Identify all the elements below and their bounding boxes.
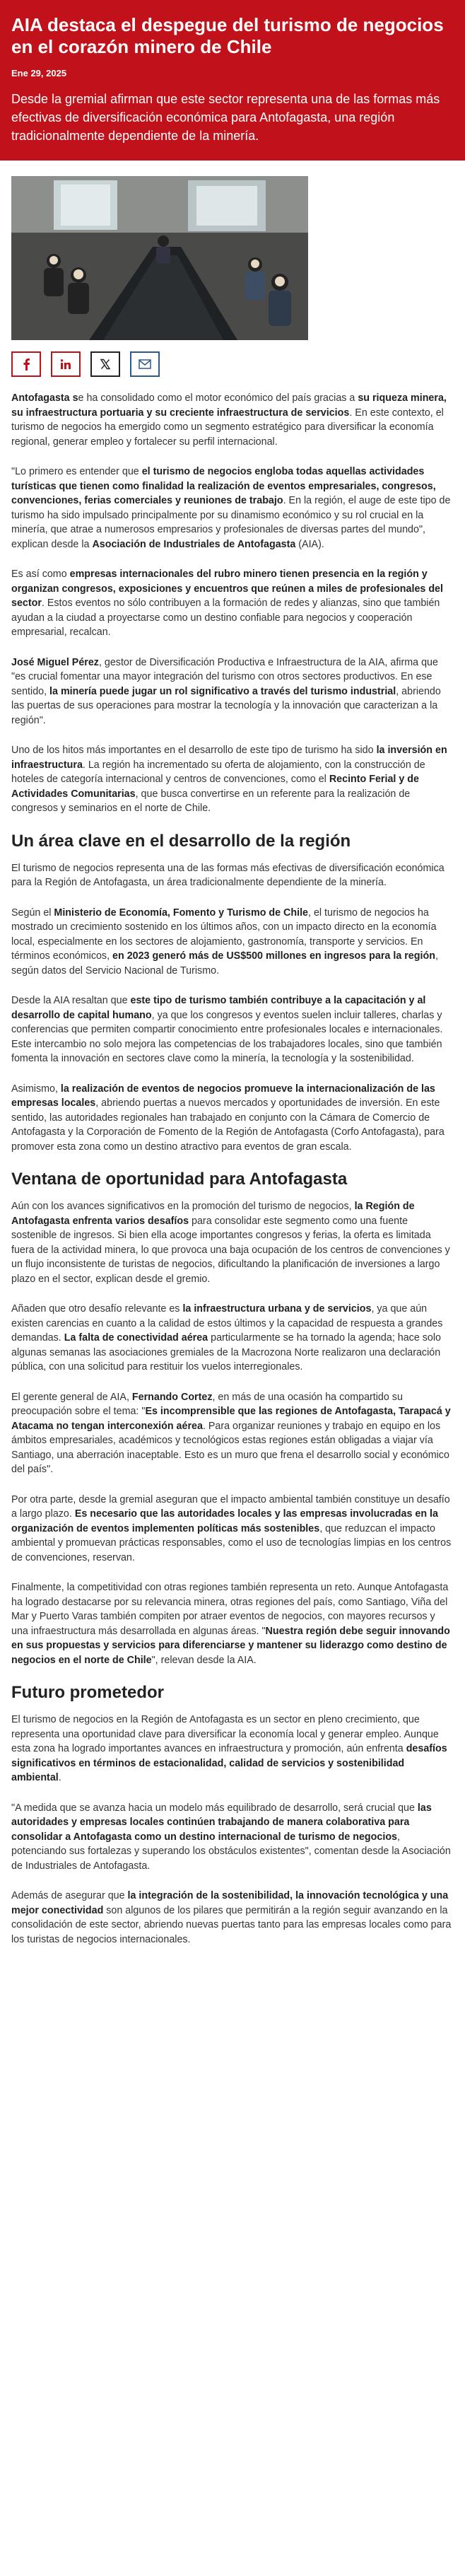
bold-text: la minería puede jugar un rol significativo a través del turismo industrial [49, 685, 396, 697]
text-run: "Lo primero es entender que [11, 466, 142, 477]
text-run: El gerente general de AIA, [11, 1391, 132, 1403]
article-paragraph [11, 391, 454, 449]
text-run: , según datos del Servicio Nacional de Turismo. [11, 950, 438, 977]
text-run: Es así como [11, 569, 70, 580]
bold-text: José Miguel Pérez [11, 656, 99, 668]
article-body [11, 391, 454, 1947]
text-run: particularmente se ha tornado la agenda; hace solo algunas semanas las asociaciones gremiales de la Macrozona Norte realizaron una declaración pública, con una solicitud para restituir los vuelos interregionales. [11, 1332, 441, 1372]
bold-text: este tipo de turismo también contribuye a la capacitación y al desarrollo de capital humano [11, 995, 426, 1021]
envelope-icon [139, 359, 151, 369]
article-paragraph [11, 1889, 454, 1947]
section-heading: Futuro prometedor [11, 1683, 164, 1702]
text-run: , abriendo puertas a nuevos mercados y oportunidades de inversión. En este sentido, las autoridades regionales han trabajado en conjunto con la Cámara de Comercio de Antofagasta y la Corporación de Fomento de la Región de Antofagasta (Corfo Antofagasta), para promover esta zona como un destino atractivo para eventos de gran escala. [11, 1097, 445, 1153]
bold-text: en 2023 generó más de US$500 millones en ingresos para la región [112, 950, 435, 962]
text-run: . Estos eventos no sólo contribuyen a la formación de redes y alianzas, sino que también ayudan a la ciudad a proyectarse como un destino confiable para negocios y cooperación empresarial, recalcan. [11, 598, 440, 638]
section-heading: Ventana de oportunidad para Antofagasta [11, 1170, 348, 1189]
text-run: . En la región, el auge de este tipo de turismo ha sido impulsado principalmente por su dinamismo económico y su rol crucial en la minería, que atrae a numerosos empresarios y profesionales de diversas partes del mundo", explican desde la [11, 495, 451, 550]
article-paragraph [11, 655, 454, 728]
x-icon [100, 359, 111, 370]
text-run: , potenciando sus fortalezas y superando los obstáculos existentes", comentan desde la Asociación de Industriales de Antofagasta. [11, 1831, 451, 1872]
article-header [0, 0, 465, 161]
bold-text: Es incomprensible que las regiones de Antofagasta, Tarapacá y Atacama no tengan interconexión aérea [11, 1406, 451, 1432]
text-run: ", relevan desde la AIA. [151, 1654, 257, 1666]
text-run: , ya que aún existen carencias en cuanto a la calidad de estos últimos y la capacidad de respuesta a grandes demandas. [11, 1303, 443, 1344]
article-paragraph [11, 993, 454, 1066]
text-run: Uno de los hitos más importantes en el desarrollo de este tipo de turismo ha sido [11, 745, 377, 756]
text-run: (AIA). [295, 538, 324, 550]
text-run: El turismo de negocios representa una de las formas más efectivas de diversificación económica para la Región de Antofagasta, un área tradicionalmente dependiente de la minería. [11, 862, 445, 888]
text-run: , gestor de Diversificación Productiva e Infraestructura de la AIA, afirma que "es crucial fomentar una mayor integración del turismo con otros sectores productivos. En ese sentido, [11, 656, 438, 697]
share-bar [11, 351, 454, 377]
bold-text: Antofagasta s [11, 392, 78, 404]
text-run: . En este contexto, el turismo de negocios ha emergido como un segmento estratégico para diversificar la economía regional, generar empleo y fortalecer su perfil internacional. [11, 407, 444, 448]
article-content [0, 176, 465, 1991]
bold-text: la Región de Antofagasta enfrenta varios desafíos [11, 1201, 415, 1227]
text-run: Finalmente, la competitividad con otras regiones también representa un reto. Aunque Antofagasta ha logrado destacarse por su relevancia minera, otras regiones del país, como Santiago, Viña del Mar y Puerto Varas también compiten por atraer eventos de negocios, con mayores recursos y una infraestructura más desarrollada en algunas áreas. " [11, 1582, 449, 1637]
text-run: Según el [11, 907, 54, 919]
text-run: Desde la AIA resaltan que [11, 995, 131, 1006]
text-run: . Para organizar reuniones y trabajo en equipo en los ámbitos empresariales, académicos y tecnológicos estas regiones están obligadas a viajar vía Santiago, una aberración inaceptable. Esto es un muro que frena el desarrollo social y económico del país". [11, 1420, 449, 1475]
text-run: e ha consolidado como el motor económico del país gracias a [78, 392, 358, 404]
facebook-share-button[interactable] [11, 351, 41, 377]
text-run: , ya que los congresos y eventos suelen incluir talleres, charlas y conferencias que permiten compartir conocimiento entre profesionales locales e internacionales. Este intercambio no solo mejora las competencias de los trabajadores locales, sino que también fomenta la innovación en sectores clave como la minería, la tecnología y la sostenibilidad. [11, 1009, 443, 1064]
text-run: , que reduzcan el impacto ambiental y promuevan prácticas responsables, como el uso de tecnologías limpias en los centros de convenciones, reservan. [11, 1522, 452, 1563]
bold-text: el turismo de negocios engloba todas aquellas actividades turísticas que tienen como finalidad la realización de eventos empresariales, congresos, convenciones, ferias comerciales y reuniones de trabajo [11, 466, 436, 506]
text-run: . [58, 1772, 61, 1783]
linkedin-share-button[interactable] [51, 351, 81, 377]
article-paragraph [11, 743, 454, 816]
bold-text: Ministerio de Economía, Fomento y Turismo de Chile [54, 907, 309, 919]
article-paragraph [11, 1493, 454, 1566]
text-run: , el turismo de negocios ha mostrado un crecimiento sostenido en los últimos años, con un impacto directo en la economía local, especialmente en los sectores de alojamiento, gastronomía, transporte y servicios. En términos económicos, [11, 907, 437, 962]
article-paragraph [11, 1082, 454, 1155]
text-run: para consolidar este segmento como una fuente sostenible de ingresos. Si bien ella acoge importantes congresos y ferias, la oferta es limitada fuera de la actividad minera, lo que provoca una baja ocupación de los centros de convenciones y un flujo inconsistente de turistas de negocios, dificultando la planificación de inversiones a largo plazo en el sector, explican desde el gremio. [11, 1215, 450, 1285]
text-run: Por otra parte, desde la gremial aseguran que el impacto ambiental también constituye un desafío a largo plazo. [11, 1493, 450, 1520]
bold-text: Asociación de Industriales de Antofagasta [92, 538, 296, 550]
bold-text: empresas internacionales del rubro minero tienen presencia en la región y organizan congresos, exposiciones y encuentros que reúnen a miles de profesionales del sector [11, 569, 443, 609]
text-run: Añaden que otro desafío relevante es [11, 1303, 183, 1315]
bold-text: Nuestra región debe seguir innovando en sus propuestas y servicios para diferenciarse y mantener su liderazgo como destino de negocios en el norte de Chile [11, 1625, 450, 1666]
text-run: . La región ha incrementado su oferta de alojamiento, con la construcción de hoteles de categoría internacional y centros de convenciones, como el [11, 759, 425, 785]
article-paragraph [11, 465, 454, 552]
meeting-room-photo [11, 176, 308, 340]
bold-text: la integración de la sostenibilidad, la innovación tecnológica y una mejor conectividad [11, 1890, 449, 1916]
bold-text: La falta de conectividad aérea [64, 1332, 208, 1344]
article-paragraph [11, 861, 454, 890]
bold-text: desafíos significativos en términos de estacionalidad, calidad de servicios y sostenibilidad ambiental [11, 1743, 447, 1783]
bold-text: su riqueza minera, su infraestructura portuaria y su creciente infraestructura de servicios [11, 392, 447, 419]
article-paragraph [11, 1801, 454, 1874]
article-photo [11, 176, 308, 340]
article-date: Ene 29, 2025 [11, 68, 67, 78]
article-paragraph [11, 1580, 454, 1667]
article-paragraph [11, 1390, 454, 1477]
article-paragraph [11, 567, 454, 640]
linkedin-icon [60, 359, 71, 370]
text-run: Además de asegurar que [11, 1890, 128, 1901]
text-run: El turismo de negocios en la Región de Antofagasta es un sector en pleno crecimiento, que representa una oportunidad clave para diversificar la economía local y generar empleo. Aunque esta zona ha logrado importantes avances en infraestructura y promoción, aún enfrenta [11, 1714, 439, 1754]
article-paragraph [11, 1199, 454, 1286]
bold-text: las autoridades y empresas locales continúen trabajando de manera colaborativa para consolidar a Antofagasta como un destino internacional de turismo de negocios [11, 1802, 432, 1843]
bold-text: la inversión en infraestructura [11, 745, 447, 771]
facebook-icon [21, 358, 31, 371]
text-run: Asimismo, [11, 1083, 61, 1095]
section-heading: Un área clave en el desarrollo de la región [11, 831, 351, 851]
text-run: Aún con los avances significativos en la promoción del turismo de negocios, [11, 1201, 355, 1212]
bold-text: Es necesario que las autoridades locales y las empresas involucradas en la organización de eventos implementen políticas más sostenibles [11, 1508, 438, 1534]
bold-text: Recinto Ferial y de Actividades Comunitarias [11, 774, 419, 800]
text-run: , en más de una ocasión ha compartido su preocupación sobre el tema: " [11, 1391, 403, 1417]
text-run: , abriendo las puertas de sus operaciones para mostrar la tecnología y la innovación que caracterizan a la región". [11, 685, 441, 726]
article-lead: Desde la gremial afirman que este sector representa una de las formas más efectivas de diversificación económica para Antofagasta, una región tradicionalmente dependiente de la minería. [11, 92, 440, 143]
article-paragraph [11, 1302, 454, 1375]
text-run: "A medida que se avanza hacia un modelo más equilibrado de desarrollo, será crucial que [11, 1802, 418, 1814]
email-share-button[interactable] [130, 351, 160, 377]
x-share-button[interactable] [90, 351, 120, 377]
article-title: AIA destaca el despegue del turismo de negocios en el corazón minero de Chile [11, 14, 444, 57]
text-run: , que busca convertirse en un referente para la realización de congresos y seminarios en el norte de Chile. [11, 788, 411, 814]
bold-text: la realización de eventos de negocios promueve la internacionalización de las empresas locales [11, 1083, 435, 1109]
article-paragraph [11, 906, 454, 979]
bold-text: Fernando Cortez [131, 1391, 213, 1403]
text-run: son algunos de los pilares que permitirán a la región seguir avanzando en la consolidación de este sector, abriendo nuevas puertas tanto para las empresas locales como para los turistas de negocios internacionales. [11, 1904, 452, 1945]
article-paragraph [11, 1713, 454, 1785]
bold-text: la infraestructura urbana y de servicios [182, 1303, 372, 1315]
